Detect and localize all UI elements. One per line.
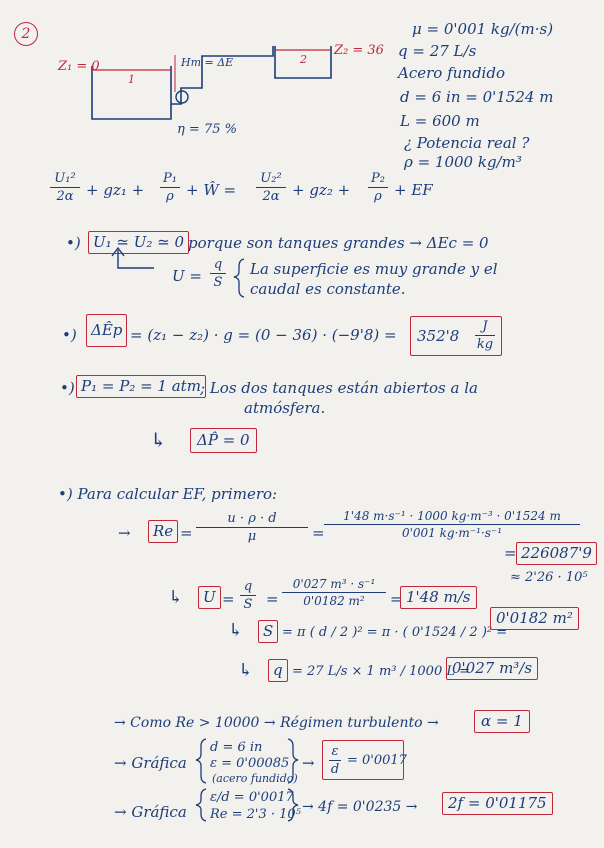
note-1-text: porque son tanques grandes → ΔEc = 0 (188, 234, 489, 252)
note-2-box: ΔÊp (86, 314, 127, 347)
p1: P₁ (163, 171, 177, 186)
note-3-bullet: •) (60, 379, 75, 397)
note-1-box: U₁ ≃ U₂ ≃ 0 (88, 231, 189, 254)
node-1-label: 1 (128, 73, 135, 86)
grafica-2-result-box: 2f = 0'01175 (442, 792, 553, 815)
grafica-2-reynolds: Re = 2'3 · 10⁵ (210, 807, 301, 822)
u2-squared: U₂² (260, 171, 282, 186)
note-1-reason-line2: caudal es constante. (250, 280, 406, 298)
area-result-box: 0'0182 m² (490, 607, 579, 630)
note-3-box: P₁ = P₂ = 1 atm (76, 375, 206, 398)
note-1-u: U = (172, 267, 202, 285)
efficiency-label: η = 75 % (177, 122, 237, 137)
reynolds-eq2: = (312, 524, 325, 542)
problem-number: 2 (14, 22, 38, 46)
area-expression: = π ( d / 2 )² = π · ( 0'1524 / 2 )² = (282, 625, 508, 640)
note-2-text: = (z₁ − z₂) · g = (0 − 36) · (−9'8) = (130, 326, 397, 344)
grafica-1-arrow: → (302, 754, 315, 772)
joule-unit: J (482, 319, 488, 334)
given-flow: q = 27 L/s (398, 42, 477, 60)
epsilon: ε (331, 744, 339, 759)
velocity-result-box: 1'48 m/s (400, 586, 477, 609)
grafica-2-roughness-ratio: ε/d = 0'0017 (210, 790, 294, 805)
p2: P₂ (371, 171, 385, 186)
kg-unit: kg (476, 337, 494, 352)
area-arrow: ↳ (228, 620, 244, 641)
bernoulli-w: + Ŵ = (186, 181, 237, 199)
velocity-sub-denominator: 0'0182 m² (303, 594, 365, 608)
note-2-result-value: 352'8 (417, 327, 460, 345)
reynolds-arrow: → (118, 524, 131, 542)
reynolds-result-box: 226087'9 (516, 542, 597, 565)
reynolds-denominator: μ (247, 529, 257, 544)
flow-result-box: 0'027 m³/s (446, 657, 538, 680)
note-4-text: •) Para calcular EF, primero: (58, 485, 278, 503)
roughness-ratio-value: = 0'0017 (347, 753, 407, 768)
grafica-2-label: → Gráfica (114, 803, 187, 821)
reynolds-eq3: = (504, 544, 517, 562)
velocity-s: S (243, 597, 253, 612)
note-1-bullet: •) (66, 234, 81, 252)
pump-label: Hm = ΔE (181, 56, 234, 69)
regime-text: → Como Re > 10000 → Régimen turbulento → (114, 715, 439, 731)
z1-label: Z₁ = 0 (58, 59, 100, 74)
given-length: L = 600 m (400, 112, 480, 130)
note-3-text-line2: atmósfera. (244, 399, 326, 417)
rho-1: ρ (166, 189, 174, 204)
area-box: S (258, 620, 278, 643)
grafica-2-friction: → 4f = 0'0235 → (302, 799, 418, 815)
bernoulli-gz1: + gz₁ + (86, 181, 145, 199)
reynolds-sub-numerator: 1'48 m·s⁻¹ · 1000 kg·m⁻³ · 0'1524 m (343, 509, 561, 523)
grafica-1-diameter: d = 6 in (210, 740, 263, 755)
two-alpha-2: 2α (262, 189, 280, 204)
two-alpha-1: 2α (56, 189, 74, 204)
note-2-bullet: •) (62, 326, 77, 344)
bernoulli-gz2: + gz₂ + (292, 181, 351, 199)
flow-arrow: ↳ (238, 660, 254, 681)
velocity-eq: = (222, 590, 235, 608)
given-question: ¿ Potencia real ? (404, 134, 530, 152)
note-3-result-box: ΔP̂ = 0 (190, 428, 257, 453)
velocity-eq2: = (266, 590, 279, 608)
reynolds-box: Re (148, 520, 178, 543)
q-symbol: q (213, 257, 223, 272)
reynolds-eq: = (180, 524, 193, 542)
velocity-arrow: ↳ (168, 587, 184, 608)
note-1-reason-line1: La superficie es muy grande y el (250, 260, 498, 278)
reynolds-sub-denominator: 0'001 kg·m⁻¹·s⁻¹ (401, 526, 503, 540)
rho-2: ρ (374, 189, 382, 204)
note-3-arrow: ↳ (150, 428, 167, 452)
grafica-1-result-box (322, 740, 407, 780)
roughness-ratio (329, 745, 341, 776)
given-diameter: d = 6 in = 0'1524 m (400, 88, 554, 106)
velocity-eq3: = (390, 590, 403, 608)
reynolds-numerator: u · ρ · d (227, 511, 277, 526)
velocity-sub-numerator: 0'027 m³ · s⁻¹ (292, 577, 376, 591)
velocity-q: q (243, 579, 253, 594)
regime-result-box: α = 1 (474, 710, 530, 733)
z2-label: Z₂ = 36 (334, 43, 384, 58)
given-viscosity: μ = 0'001 kg/(m·s) (412, 20, 554, 38)
node-2-label: 2 (300, 53, 307, 66)
grafica-1-label: → Gráfica (114, 754, 187, 772)
flow-box: q (268, 659, 288, 682)
grafica-1-roughness: ε = 0'00085 (210, 756, 290, 771)
grafica-1-material: (acero fundido) (212, 772, 298, 785)
s-symbol: S (213, 275, 223, 290)
given-material: Acero fundido (398, 64, 505, 82)
u1-squared: U₁² (54, 171, 76, 186)
diameter-symbol: d (330, 762, 340, 777)
given-density: ρ = 1000 kg/m³ (404, 153, 522, 171)
bernoulli-ef: + EF (394, 181, 433, 199)
reynolds-approx: ≈ 2'26 · 10⁵ (510, 570, 588, 585)
note-3-text-line1: ; Los dos tanques están abiertos a la (200, 379, 478, 397)
flow-expression: = 27 L/s × 1 m³ / 1000 L = (292, 664, 471, 679)
velocity-box: U (198, 586, 221, 609)
